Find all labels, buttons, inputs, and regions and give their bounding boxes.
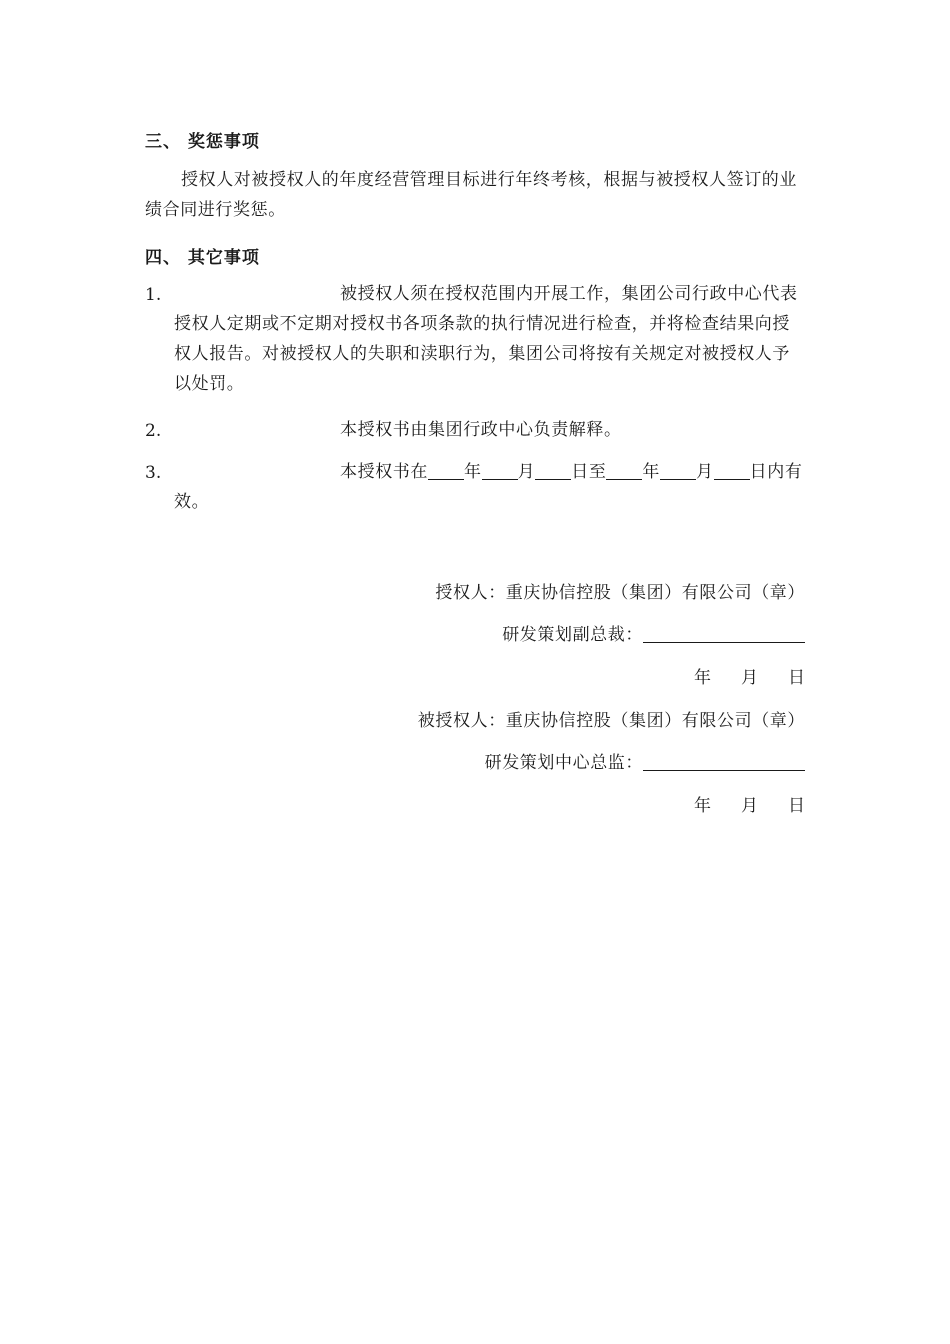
grantor-date xyxy=(694,663,805,688)
grantee-date xyxy=(694,791,805,816)
item-1-text: 被授权人须在授权范围内开展工作，集团公司行政中心代表授权人定期或不定期对授权书各项条款的执行情况进行检查，并将检查结果向授权人报告。对被授权人的失职和渎职行为，集团公司将按有关规定对被授权人予以处罚。 xyxy=(174,284,798,394)
grantee-line: 被授权人：重庆协信控股（集团）有限公司（章） xyxy=(417,711,805,731)
blank-line xyxy=(535,461,571,480)
grantor-date-day: 日 xyxy=(788,668,805,688)
item-2-text: 本授权书由集团行政中心负责解释。 xyxy=(340,420,622,440)
grantee-date-year: 年 xyxy=(694,796,711,816)
grantor-date-year: 年 xyxy=(694,668,711,688)
grantor-line: 授权人：重庆协信控股（集团）有限公司（章） xyxy=(435,583,805,603)
item-3-suffix: 内有效。 xyxy=(174,462,803,512)
grantee-date-month: 月 xyxy=(741,796,758,816)
item-2-number: 2. xyxy=(145,421,162,441)
item-1-number: 1. xyxy=(145,285,162,305)
item-3-body xyxy=(174,457,806,517)
blank-line xyxy=(606,461,642,480)
blank-line xyxy=(660,461,696,480)
section-3-heading: 三、 奖惩事项 xyxy=(145,132,260,152)
grantor-date-month: 月 xyxy=(741,668,758,688)
grantor-signer-line xyxy=(502,620,805,645)
blank-line xyxy=(482,461,518,480)
grantee-signer-line xyxy=(485,748,805,773)
item-1-body xyxy=(174,279,806,399)
item-3-day1: 日至 xyxy=(571,462,607,482)
blank-line xyxy=(714,461,750,480)
blank-line xyxy=(428,461,464,480)
grantor-signer-label: 研发策划副总裁： xyxy=(502,625,643,645)
item-3-number: 3. xyxy=(145,463,162,483)
item-3-year1: 年 xyxy=(464,462,482,482)
item-3-month2: 月 xyxy=(696,462,714,482)
item-3-year2: 年 xyxy=(642,462,661,482)
item-2-body xyxy=(174,415,806,445)
signature-blank xyxy=(643,624,805,643)
item-3-prefix: 本授权书在 xyxy=(340,462,428,482)
section-4-heading: 四、 其它事项 xyxy=(145,248,260,268)
signature-blank xyxy=(643,752,805,771)
section-3-text: 授权人对被授权人的年度经营管理目标进行年终考核，根据与被授权人签订的业绩合同进行奖惩。 xyxy=(145,170,797,220)
item-3-month1: 月 xyxy=(517,462,536,482)
item-3-day2: 日 xyxy=(749,462,768,482)
grantee-signer-label: 研发策划中心总监： xyxy=(484,753,643,773)
grantee-date-day: 日 xyxy=(788,796,805,816)
section-3-body xyxy=(145,165,805,225)
